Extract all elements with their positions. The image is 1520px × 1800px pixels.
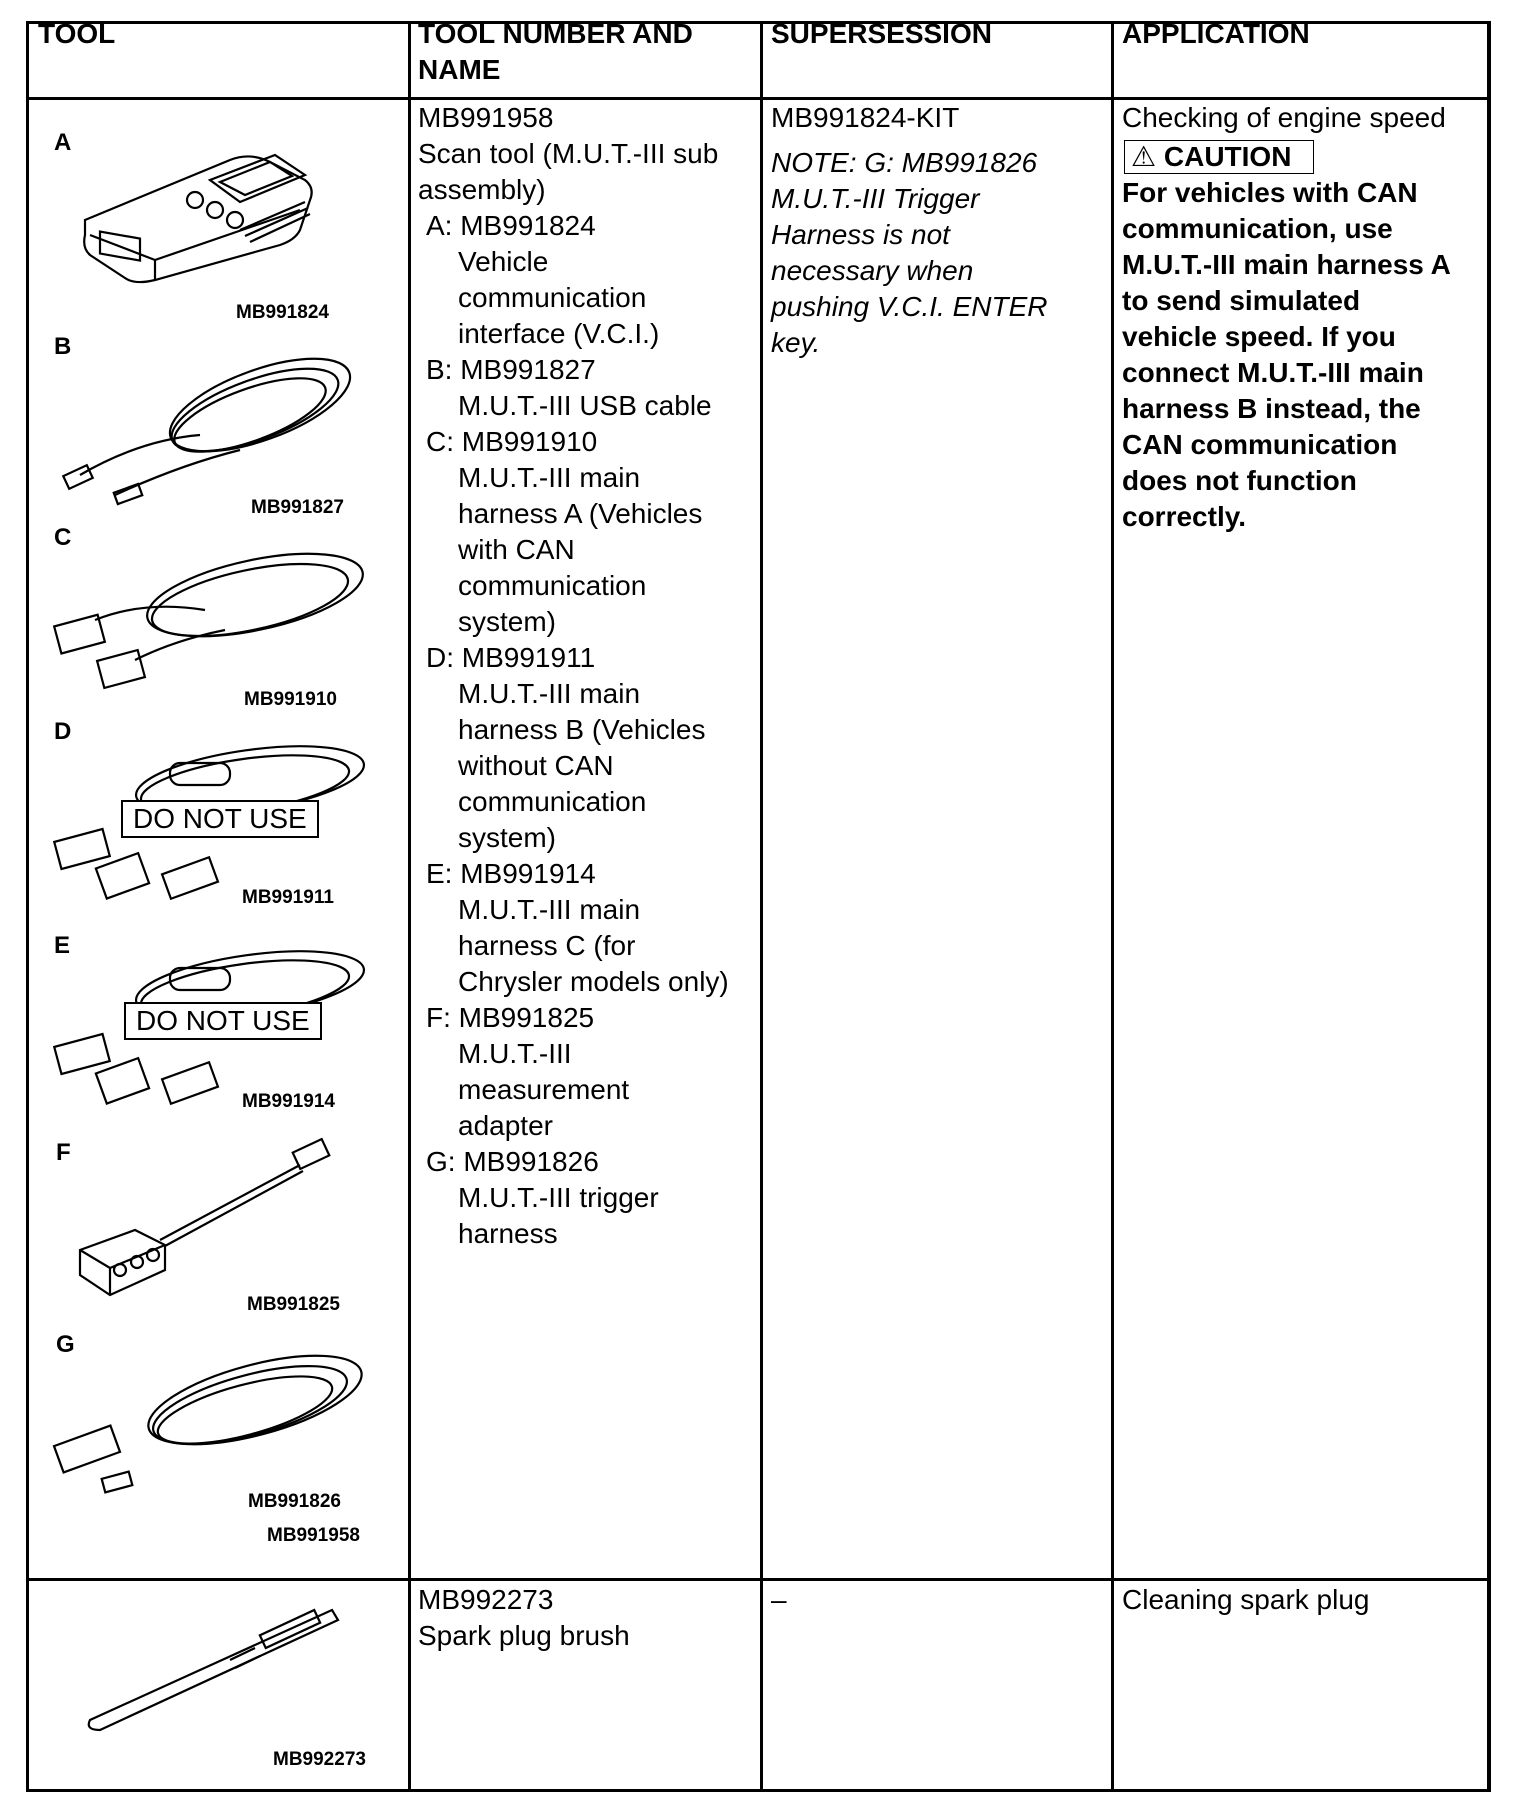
tool-name: Scan tool (M.U.T.-III sub: [418, 138, 719, 169]
tool-letter-c: C: [54, 524, 72, 551]
sub-item-number: E: MB991914: [426, 858, 596, 889]
supersession-cell: [771, 100, 1047, 361]
tool-letter-b: B: [54, 333, 72, 360]
warning-triangle-icon: ⚠: [1131, 141, 1157, 172]
tool-number: MB992273: [418, 1584, 554, 1615]
sub-item-name: with CAN: [458, 534, 575, 565]
sub-item-name: communication: [458, 786, 647, 817]
column-divider: [408, 21, 411, 1792]
sub-item-name: Chrysler models only): [458, 966, 729, 997]
application-text: Checking of engine speed: [1122, 102, 1446, 133]
tool-letter-f: F: [56, 1139, 71, 1166]
caution-text: [1122, 175, 1451, 535]
caution-line: For vehicles with CAN: [1122, 177, 1418, 208]
note-line: necessary when: [771, 255, 974, 286]
supersession-note: [771, 145, 1047, 361]
application-cell: [1122, 100, 1451, 535]
sub-item-name: without CAN: [458, 750, 614, 781]
sub-item-name: harness A (Vehicles: [458, 498, 703, 529]
usb-cable-illustration: [60, 345, 360, 510]
caution-line: correctly.: [1122, 501, 1246, 532]
do-not-use-label: DO NOT USE: [124, 1002, 322, 1040]
sub-item-name: M.U.T.-III: [458, 1038, 572, 1069]
application-cell: Cleaning spark plug: [1122, 1584, 1370, 1615]
sub-item-number: F: MB991825: [426, 1002, 595, 1033]
caution-line: does not function: [1122, 465, 1357, 496]
note-line: NOTE: G: MB991826: [771, 147, 1038, 178]
sub-item-name: harness: [458, 1218, 558, 1249]
tool-name: assembly): [418, 174, 546, 205]
header-tool: TOOL: [38, 18, 116, 49]
sub-item-number: B: MB991827: [426, 354, 596, 385]
sub-item-name: adapter: [458, 1110, 553, 1141]
caution-box: [1124, 140, 1314, 174]
sub-item-number: C: MB991910: [426, 426, 598, 457]
column-divider: [760, 21, 763, 1792]
sub-item-name: interface (V.C.I.): [458, 318, 660, 349]
tool-letter-e: E: [54, 932, 71, 959]
sub-item-name: communication: [458, 570, 647, 601]
caution-line: vehicle speed. If you: [1122, 321, 1396, 352]
tool-name: Spark plug brush: [418, 1620, 630, 1651]
row-divider: [26, 1578, 1491, 1581]
sub-item-name: harness C (for: [458, 930, 636, 961]
tool-letter-a: A: [54, 129, 72, 156]
sub-item-name: Vehicle: [458, 246, 549, 277]
note-line: Harness is not: [771, 219, 950, 250]
table-border-right: [1487, 21, 1491, 1792]
tool-number-and-name: [418, 1582, 630, 1654]
measurement-adapter-illustration: [75, 1140, 345, 1310]
tool-label: MB991911: [242, 887, 334, 908]
sub-item-name: system): [458, 822, 556, 853]
sub-item-number: G: MB991826: [426, 1146, 599, 1177]
caution-line: M.U.T.-III main harness A: [1122, 249, 1451, 280]
tool-letter-d: D: [54, 718, 72, 745]
header-line: NAME: [418, 54, 501, 85]
caution-line: connect M.U.T.-III main: [1122, 357, 1424, 388]
tool-label: MB991958: [267, 1525, 360, 1546]
tool-label: MB991825: [247, 1294, 340, 1315]
tool-number: MB991958: [418, 102, 554, 133]
header-tool-number-and-name: [418, 16, 693, 88]
tool-label: MB992273: [273, 1749, 366, 1770]
caution-line: harness B instead, the: [1122, 393, 1421, 424]
sub-item-name: M.U.T.-III main: [458, 462, 641, 493]
caution-line: CAN communication: [1122, 429, 1398, 460]
spark-plug-brush-illustration: [80, 1600, 340, 1740]
supersession-number: MB991824-KIT: [771, 102, 960, 133]
sub-item-name: communication: [458, 282, 647, 313]
tool-label: MB991910: [244, 689, 337, 710]
trigger-harness-illustration: [55, 1345, 375, 1495]
caution-label: CAUTION: [1163, 141, 1292, 172]
tool-number-and-name: [418, 100, 729, 1252]
tool-label: MB991824: [236, 302, 329, 323]
sub-item-name: M.U.T.-III USB cable: [458, 390, 712, 421]
note-line: M.U.T.-III Trigger: [771, 183, 980, 214]
tool-label: MB991914: [242, 1091, 335, 1112]
header-line: TOOL NUMBER AND: [418, 18, 693, 49]
sub-item-name: M.U.T.-III main: [458, 894, 641, 925]
sub-item-name: harness B (Vehicles: [458, 714, 706, 745]
sub-item-number: A: MB991824: [426, 210, 596, 241]
note-line: key.: [771, 327, 821, 358]
header-supersession: SUPERSESSION: [771, 18, 992, 49]
tool-letter-g: G: [56, 1331, 75, 1358]
sub-item-name: M.U.T.-III trigger: [458, 1182, 659, 1213]
tool-label: MB991827: [251, 497, 344, 518]
sub-item-name: measurement: [458, 1074, 630, 1105]
main-harness-a-illustration: [55, 540, 375, 690]
table-border-left: [26, 21, 29, 1792]
sub-item-name: system): [458, 606, 556, 637]
column-divider: [1111, 21, 1114, 1792]
do-not-use-label: DO NOT USE: [121, 800, 319, 838]
header-application: APPLICATION: [1122, 18, 1310, 49]
sub-item-number: D: MB991911: [426, 642, 596, 673]
tool-label: MB991826: [248, 1491, 341, 1512]
caution-line: communication, use: [1122, 213, 1393, 244]
caution-line: to send simulated: [1122, 285, 1361, 316]
table-border-bottom: [26, 1789, 1491, 1792]
vci-device-illustration: [80, 140, 320, 290]
supersession-cell: –: [771, 1584, 787, 1615]
note-line: pushing V.C.I. ENTER: [771, 291, 1048, 322]
sub-item-name: M.U.T.-III main: [458, 678, 641, 709]
